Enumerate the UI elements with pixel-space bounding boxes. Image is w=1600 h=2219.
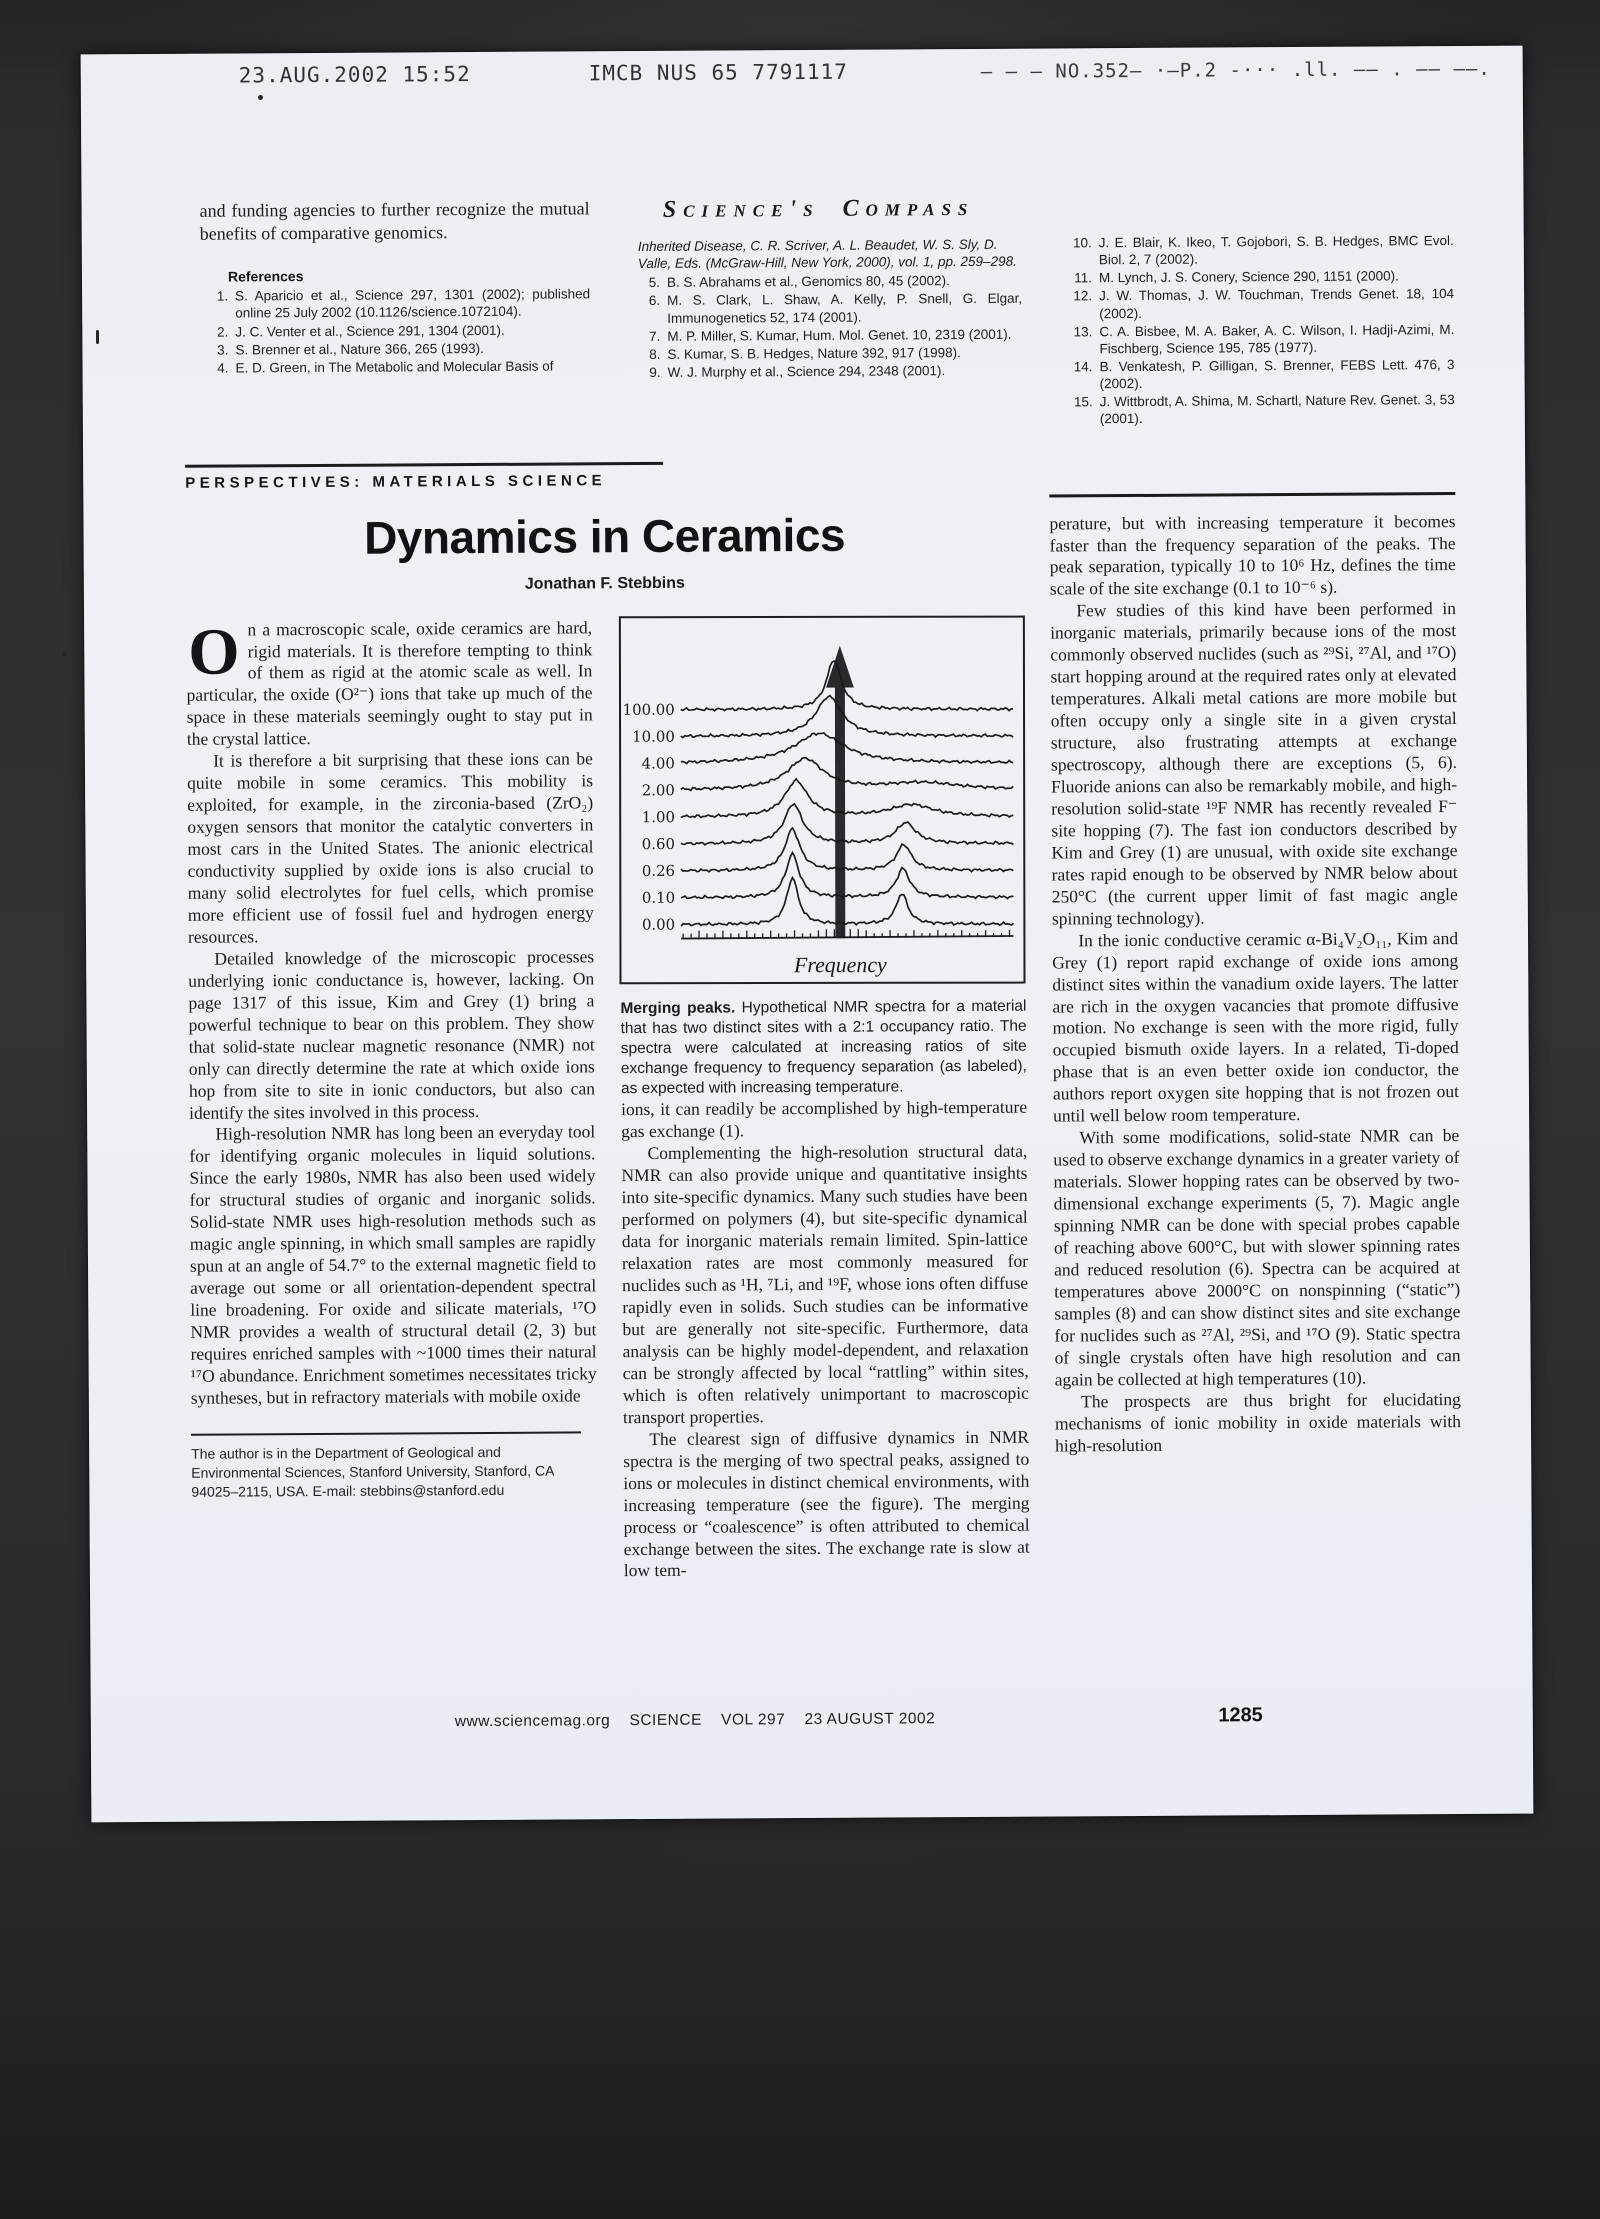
journal-footer-line: www.sciencemag.org SCIENCE VOL 297 23 AUGUST 2002 (454, 1710, 936, 1731)
body-column-3 (1049, 492, 1462, 1706)
reference-text: M. Lynch, J. S. Conery, Science 290, 1151 (2000). (1098, 268, 1399, 286)
references-heading: References (227, 268, 304, 285)
reference-number: 5. (648, 275, 661, 291)
body-paragraph: It is therefore a bit surprising that these ions can be quite mobile in some ceramics. This mobility is exploited, for example, in the zirconia-based (ZrO₂) oxygen sensors that monitor the catalytic converters in most cars in the United States. The anionic electrical conductivity supplied by oxide ions is also crucial to many solid electrolytes for fuel cells, which promise more efficient use of fossil fuel and hydrogen energy resources. (187, 748, 594, 947)
trace-ratio-label: 0.00 (641, 915, 676, 934)
trace-ratio-label: 0.26 (641, 861, 676, 880)
drop-cap: O (188, 615, 240, 689)
nmr-trace (681, 852, 1013, 899)
nmr-trace (681, 778, 1013, 817)
section-rule (185, 461, 663, 467)
figure-caption (620, 996, 1027, 1099)
body-paragraph: ions, it can readily be accomplished by high-temperature gas exchange (1). (621, 1097, 1028, 1142)
reference-item (1067, 391, 1455, 428)
trace-ratio-label: 4.00 (641, 753, 675, 773)
paragraph-text: n a macroscopic scale, oxide ceramics are hard, rigid materials. It is therefore tempting to think of them as rigid at the atomic scale as well. In particular, the oxide (O²⁻) ions that take up much of the space in these materials seemingly ought to stay put in the crystal lattice. (186, 616, 593, 750)
reference-number: 2. (216, 324, 229, 340)
trace-ratio-label: 10.00 (632, 727, 675, 746)
reference-number: 11. (1074, 270, 1093, 286)
science-compass-references-section (184, 192, 1455, 434)
reference-text: J. W. Thomas, J. W. Touchman, Trends Genet. 18, 104 (2002). (1099, 286, 1455, 321)
reference-number: 8. (649, 346, 661, 362)
reference-text: M. S. Clark, L. Shaw, A. Kelly, P. Snell, G. Elgar, Immunogenetics 52, 174 (2001). (667, 291, 1023, 326)
nmr-trace (681, 757, 1013, 790)
figure-caption-text: Hypothetical NMR spectra for a material that has two distinct sites with a 2:1 occupancy ratio. The spectra were calculated at increasing ratios of site exchange frequency to frequency separation (as labeled), as expected with increasing temperature. (620, 997, 1027, 1098)
reference-number: 3. (217, 342, 229, 358)
journal-footer (193, 1703, 1464, 1822)
reference-item (202, 339, 590, 359)
reference-text: J. Wittbrodt, A. Shima, M. Schartl, Nature Rev. Genet. 3, 53 (2001). (1099, 392, 1455, 427)
fax-datetime: 23.AUG.2002 15:52 (238, 62, 471, 88)
reference-number: 15. (1073, 394, 1093, 410)
nmr-trace (681, 695, 1013, 738)
nmr-trace (681, 732, 1013, 763)
reference-text: B. Venkatesh, P. Gilligan, S. Brenner, FEBS Lett. 476, 3 (2002). (1099, 357, 1455, 392)
reference-item (202, 357, 590, 377)
body-paragraph: Few studies of this kind have been performed in inorganic materials, primarily because ions of the most commonly observed nuclides (such as ²⁹Si, ²⁷Al, and ¹⁷O) start hopping around at the required rates only at elevated temperatures. Alkali metal cations are more mobile but often occupy only a single site in a given crystal structure, also frustrating attempts at exchange spectroscopy, although there are exceptions (5, 6). Fluoride anions can also be remarkably mobile, and high-resolution solid-state ¹⁹F NMR has recently revealed F⁻ site hopping (7). The fast ion conductors described by Kim and Grey (1) are unusual, with oxide site exchange rates rapid enough to be observed by NMR below about 250°C (the current upper limit of fast magic angle spinning technology). (1050, 598, 1458, 929)
scan-artifact-dot (62, 652, 66, 656)
body-paragraph: The clearest sign of diffusive dynamics in NMR spectra is the merging of two spectral peaks, assigned to ions or molecules in distinct chemical environments, with increasing temperature (see the figure). The merging process or “coalescence” is often attributed to chemical exchange between the sites. The exchange rate is slow at low tem- (623, 1426, 1030, 1581)
body-column-2 (618, 614, 1031, 1708)
fax-paper-sheet (81, 46, 1534, 1823)
reference-item (634, 290, 1022, 327)
reference-number: 14. (1073, 359, 1093, 375)
reference-text: J. E. Blair, K. Ikeo, T. Gojobori, S. B. Hedges, BMC Evol. Biol. 2, 7 (2002). (1098, 233, 1454, 268)
reference-item (202, 321, 590, 341)
reference-text: S. Kumar, S. B. Hedges, Nature 392, 917 (1998). (667, 344, 961, 362)
reference-number: 12. (1073, 288, 1093, 304)
page-number: 1285 (1218, 1704, 1263, 1727)
trace-ratio-label: 0.60 (641, 834, 676, 853)
fax-header (183, 56, 1491, 88)
reference-text: E. D. Green, in The Metabolic and Molecular Basis of (235, 358, 554, 376)
reference-text: W. J. Murphy et al., Science 294, 2348 (2001). (667, 363, 946, 380)
reference-text: B. S. Abrahams et al., Genomics 80, 45 (2002). (666, 273, 950, 291)
reference-number: 6. (648, 293, 661, 309)
reference-item (1066, 285, 1454, 322)
compass-closing-paragraph: and funding agencies to further recognize the mutual benefits of comparative genomics. (199, 198, 590, 244)
reference-number: 4. (217, 360, 229, 376)
body-paragraph: The prospects are thus bright for elucidating mechanisms of ionic mobility in oxide materials with high-resolution (1054, 1388, 1462, 1456)
science-compass-masthead: Science's Compass (662, 194, 975, 223)
reference-item (634, 344, 1022, 364)
references-column-2 (615, 195, 1022, 432)
body-paragraph: With some modifications, solid-state NMR can be used to observe exchange dynamics in a greater variety of materials. Slower hopping rates can be observed by two-dimensional exchange experiments (5, 7). Magic angle spinning NMR can be done with special probes capable of reaching above 600°C, but with slower spinning rates and reduced resolution (6). Spectra can be acquired at temperatures above 2000°C on nonspinning (“static”) samples (8) and can show distinct sites and site exchange for nuclides such as ²⁷Al, ²⁹Si, and ¹⁷O (9). Static spectra of single crystals often have high resolution and can again be collected at high temperatures (10). (1053, 1125, 1461, 1390)
nmr-trace (681, 827, 1013, 871)
body-paragraph: In the ionic conductive ceramic α-Bi₄V₂O₁₁, Kim and Grey (1) report rapid exchange of oxide ions among distinct sites within the vanadium oxide layers. The latter are rich in the oxygen vacancies that promote diffusive motion. No exchange is seen with the more rigid, fully occupied bismuth oxide layers. In a related, Ti-doped phase that is an even better oxide ion conductor, the authors report oxygen site hopping that is not frozen out until well below room temperature. (1052, 927, 1460, 1126)
nmr-trace (681, 803, 1013, 845)
reference-text: M. P. Miller, S. Kumar, Hum. Mol. Genet. 10, 2319 (2001). (667, 326, 1012, 344)
reference-number: 10. (1072, 235, 1092, 251)
reference-text: S. Brenner et al., Nature 366, 265 (1993). (235, 340, 484, 358)
nmr-spectra-chart (623, 621, 1022, 982)
trace-ratio-label: 1.00 (641, 807, 675, 826)
frequency-axis-label: Frequency (793, 952, 887, 977)
article-title: Dynamics in Ceramics (363, 508, 846, 564)
scan-artifact-dot (258, 95, 263, 100)
body-paragraph: Complementing the high-resolution structural data, NMR can also provide unique and quantitative insights into site-specific dynamics. Many such studies have been performed on polymers (4), but site-specific dynamical data for inorganic materials remain limited. Spin-lattice relaxation rates are most commonly measured for nuclides such as ¹H, ⁷Li, and ¹⁹F, whose ions often diffuse rapidly even in solids. Such studies can be informative but are generally not site-specific. Furthermore, data analysis can be highly model-dependent, and relaxation can be strongly affected by local “rattling” within sites, which is often relatively unimportant to macroscopic transport properties. (621, 1141, 1029, 1427)
nmr-trace (681, 877, 1013, 926)
reference-item (1066, 321, 1454, 358)
perspectives-kicker: PERSPECTIVES: MATERIALS SCIENCE (185, 471, 607, 492)
reference-item (1066, 267, 1454, 287)
article-body (185, 492, 1462, 1711)
reference-item (1066, 232, 1454, 269)
fax-page-info: – – – NO.352— ·—P.2 -··· .ll. —— . —— ——. (980, 57, 1491, 83)
reference-4-continuation: Inherited Disease, C. R. Scriver, A. L. Beaudet, W. S. Sly, D. Valle, Eds. (McGraw-Hill, New York, 2000), vol. 1, pp. 259–298. (637, 236, 1017, 272)
body-column-1 (186, 617, 599, 1711)
reference-number: 7. (649, 328, 661, 344)
reference-item (1066, 356, 1454, 393)
frequency-axis (681, 926, 1013, 939)
reference-number: 1. (216, 288, 229, 304)
nmr-spectra-figure (619, 615, 1026, 984)
fax-sender-id: IMCB NUS 65 7791117 (588, 59, 848, 86)
scan-artifact-mark (96, 330, 99, 344)
trace-ratio-label: 100.00 (622, 700, 675, 719)
article-header (185, 494, 1024, 619)
article-author: Jonathan F. Stebbins (524, 574, 685, 593)
reference-item (635, 362, 1023, 382)
perspectives-kicker-row (185, 461, 663, 491)
references-column-1 (184, 197, 591, 434)
reference-text: J. C. Venter et al., Science 291, 1304 (2001). (235, 322, 505, 340)
reference-number: 13. (1073, 323, 1093, 340)
temperature-arrow-icon (826, 645, 854, 938)
references-column-3 (1047, 192, 1454, 429)
reference-text: S. Aparicio et al., Science 297, 1301 (2002); published online 25 July 2002 (10.1126/science.1072104). (235, 286, 591, 321)
body-paragraph: Detailed knowledge of the microscopic processes underlying ionic conductance is, however, lacking. On page 1317 of this issue, Kim and Grey (1) bring a powerful technique to bear on this problem. They show that solid-state nuclear magnetic resonance (NMR) not only can directly determine the rate at which oxide ions hop from site to site in ionic conductors, but also can identify the sites involved in this process. (188, 946, 595, 1123)
reference-number: 9. (649, 364, 661, 380)
body-paragraph: High-resolution NMR has long been an everyday tool for identifying organic molecules in liquid solutions. Since the early 1980s, NMR has also been used widely for structural studies of organic and inorganic solids. Solid-state NMR uses high-resolution methods such as magic angle spinning, in which small samples are rapidly spun at an angle of 54.7° to the external magnetic field to average out some or all orientation-dependent spectral line broadening. For oxide and silicate materials, ¹⁷O NMR provides a wealth of structural detail (2, 3) but requires enriched samples with ~1000 times their natural ¹⁷O abundance. Enrichment sometimes necessitates tricky syntheses, but in refractory materials with mobile oxide (189, 1121, 597, 1408)
body-paragraph: perature, but with increasing temperature it becomes faster than the frequency separation of the peaks. The peak separation, typically 10 to 10⁶ Hz, defines the time scale of the site exchange (0.1 to 10⁻⁶ s). (1049, 510, 1456, 599)
reference-text: C. A. Bisbee, M. A. Baker, A. C. Wilson, I. Hadji-Azimi, M. Fischberg, Science 195, 785 (1977). (1099, 321, 1455, 357)
trace-ratio-label: 0.10 (641, 888, 676, 907)
trace-ratio-label: 2.00 (641, 780, 675, 799)
reference-item (634, 325, 1022, 345)
body-paragraph (186, 617, 593, 751)
figure-caption-lead: Merging peaks. (620, 999, 736, 1017)
reference-item (634, 272, 1022, 292)
reference-item (202, 286, 590, 323)
author-footnote: The author is in the Department of Geological and Environmental Sciences, Stanford University, Stanford, CA 94025–2115, USA. E-mail: stebbins@stanford.edu (191, 1431, 581, 1501)
